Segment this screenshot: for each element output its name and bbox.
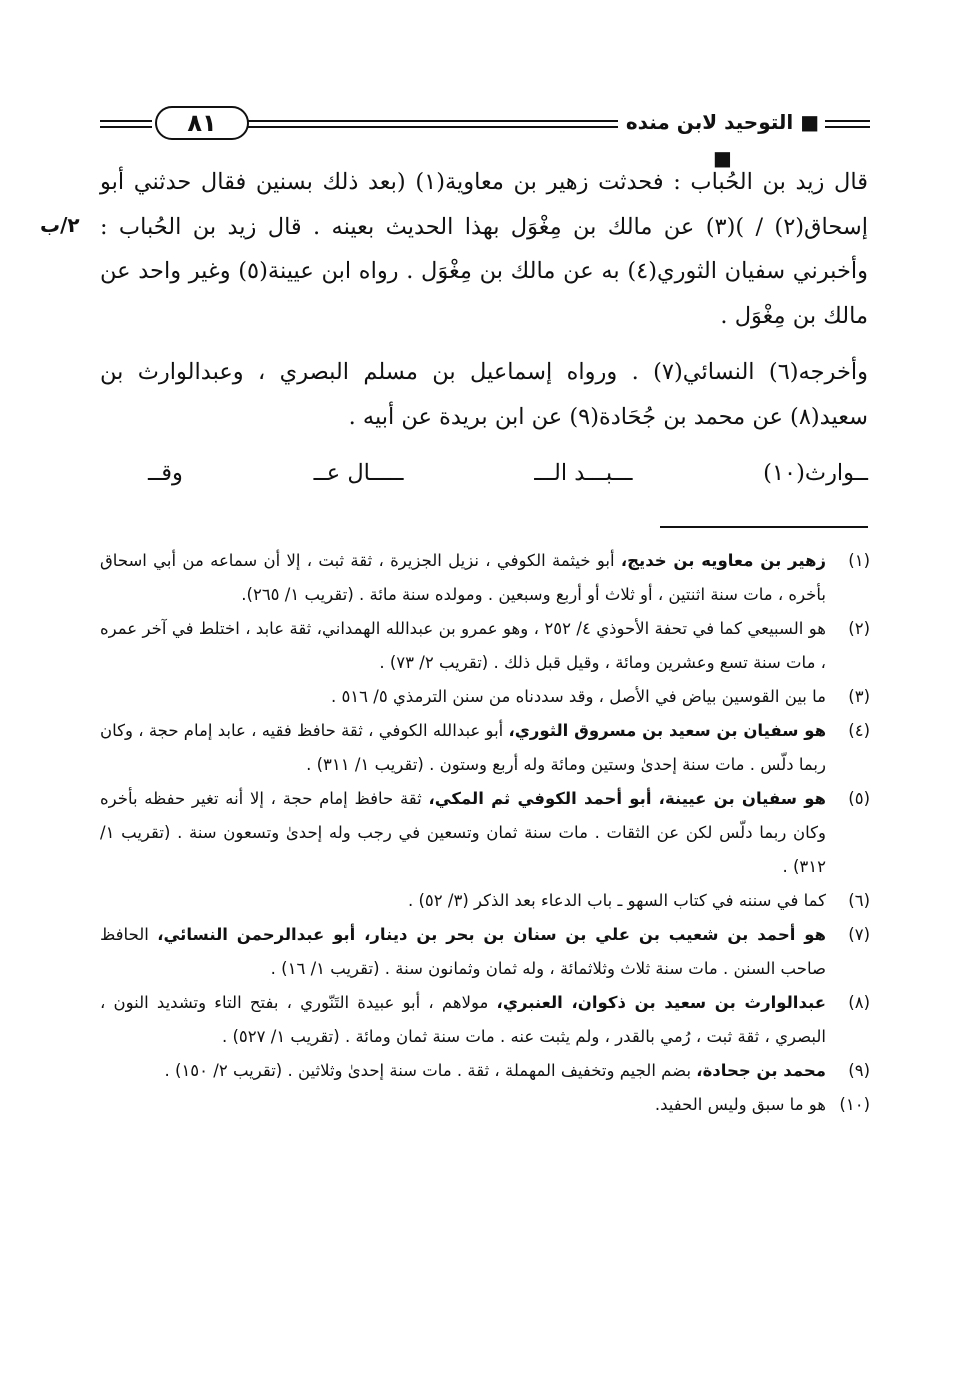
footnote: (٣)ما بين القوسين بياض في الأصل ، وقد سددناه من سنن الترمذي ٥/ ٥١٦ . — [330, 687, 870, 706]
running-title: ■ التوحيد لابن منده ■ — [625, 110, 820, 170]
footnote-separator — [660, 526, 868, 528]
running-title-text: التوحيد لابن منده — [625, 110, 794, 134]
page-header — [100, 100, 870, 170]
footnote: (٨)عبدالوارث بن سعيد بن ذكوان، العنبري، مولاهم ، أبو عبيدة التَنّوري ، بفتح التاء وتشديد النون ، البصري ، ثقة ثبت ، رُمي بالقدر ، ولم يثبت عنه . مات سنة ثمان ومائة . (تقريب ١/ ٥٢٧) . — [100, 993, 870, 1046]
footnote: (٥)هو سفيان بن عيينة، أبو أحمد الكوفي ثم المكي، ثقة حافظ إمام حجة ، إلا أنه تغير حفظه بأخره وكان ربما دلّس لكن عن الثقات . مات سنة ثمان وتسعين في رجب وله إحدىٰ وتسعون سنة . (تقريب ١/ ٣١٢) . — [100, 789, 870, 876]
header-rule-middle — [248, 120, 618, 128]
footnote: (٧)هو أحمد بن شعيب بن علي بن سنان بن بحر بن دينار، أبو عبدالرحمن النسائي، الحافظ صاحب السنن . مات سنة ثلاث وثلاثمائة ، وله ثمان وثمانون سنة . (تقريب ١/ ١٦) . — [100, 925, 871, 978]
paragraph-1: قال زيد بن الحُباب : فحدثت زهير بن معاوية(١) (بعد ذلك بسنين فقال حدثني أبو إسحاق(٢) / )(٣) عن مالك بن مِغْوَل بهذا الحديث بعينه . قال زيد بن الحُباب : وأخبرني سفيان الثوري(٤) به عن مالك بن مِغْوَل . رواه ابن عيينة(٥) وغير واحد عن مالك بن مِغْوَل . — [100, 169, 869, 329]
main-text — [100, 160, 868, 496]
stretched-part-3: ـــبـــد الـــ — [534, 460, 633, 486]
header-rule-right — [825, 120, 870, 128]
footnote: (٤)هو سفيان بن سعيد بن مسروق الثوري، أبو عبدالله الكوفي ، ثقة حافظ فقيه ، عابد إمام حجة ، وكان ربما دلّس . مات سنة إحدىٰ وستين ومائة وله أربع وستون . (تقريب ١/ ٣١١) . — [100, 721, 871, 774]
footnote: (١)زهير بن معاويه بن خديج، أبو خيثمة الكوفي ، نزيل الجزيرة ، ثقة ثبت ، إلا أن سماعه من أبي اسحاق بأخره ، مات سنة اثنتين ، أو ثلاث أو أربع وسبعين . ومولده سنة مائة . (تقريب ١/ ٢٦٥). — [100, 551, 870, 604]
paragraph-3-stretched — [148, 451, 868, 496]
stretched-part-4: ــوارث(١٠) — [763, 460, 868, 486]
footnote: (٦)كما في سننه في كتاب السهو ـ باب الدعاء بعد الذكر (٣/ ٥٢) . — [407, 891, 870, 910]
manuscript-folio-note: ٢/ب — [40, 213, 80, 237]
footnote: (٩)محمد بن جحادة، بضم الجيم وتخفيف المهملة ، ثقة . مات سنة إحدىٰ وثلاثين . (تقريب ٢/ ١٥٠) . — [164, 1061, 870, 1080]
footnote: (٢)هو السبيعي كما في تحفة الأحوذي ٤/ ٢٥٢ ، وهو عمرو بن عبدالله الهمداني، ثقة عابد ، اختلط في آخر عمره ، مات سنة تسع وعشرين ومائة ، وقيل قبل ذلك . (تقريب ٢/ ٧٣) . — [100, 619, 870, 672]
page-number: ٨١ — [155, 106, 249, 140]
stretched-part-1: وقــ — [148, 460, 183, 486]
header-rule-left — [100, 120, 152, 128]
footnotes — [100, 544, 870, 1122]
paragraph-2: وأخرجه(٦) النسائي(٧) . ورواه إسماعيل بن مسلم البصري ، وعبدالوارث بن سعيد(٨) عن محمد بن جُحَادة(٩) عن ابن بريدة عن أبيه . — [100, 359, 868, 430]
stretched-part-2: ـــــال عــ — [313, 460, 404, 486]
footnote: (١٠)هو ما سبق وليس الحفيد. — [654, 1095, 870, 1114]
